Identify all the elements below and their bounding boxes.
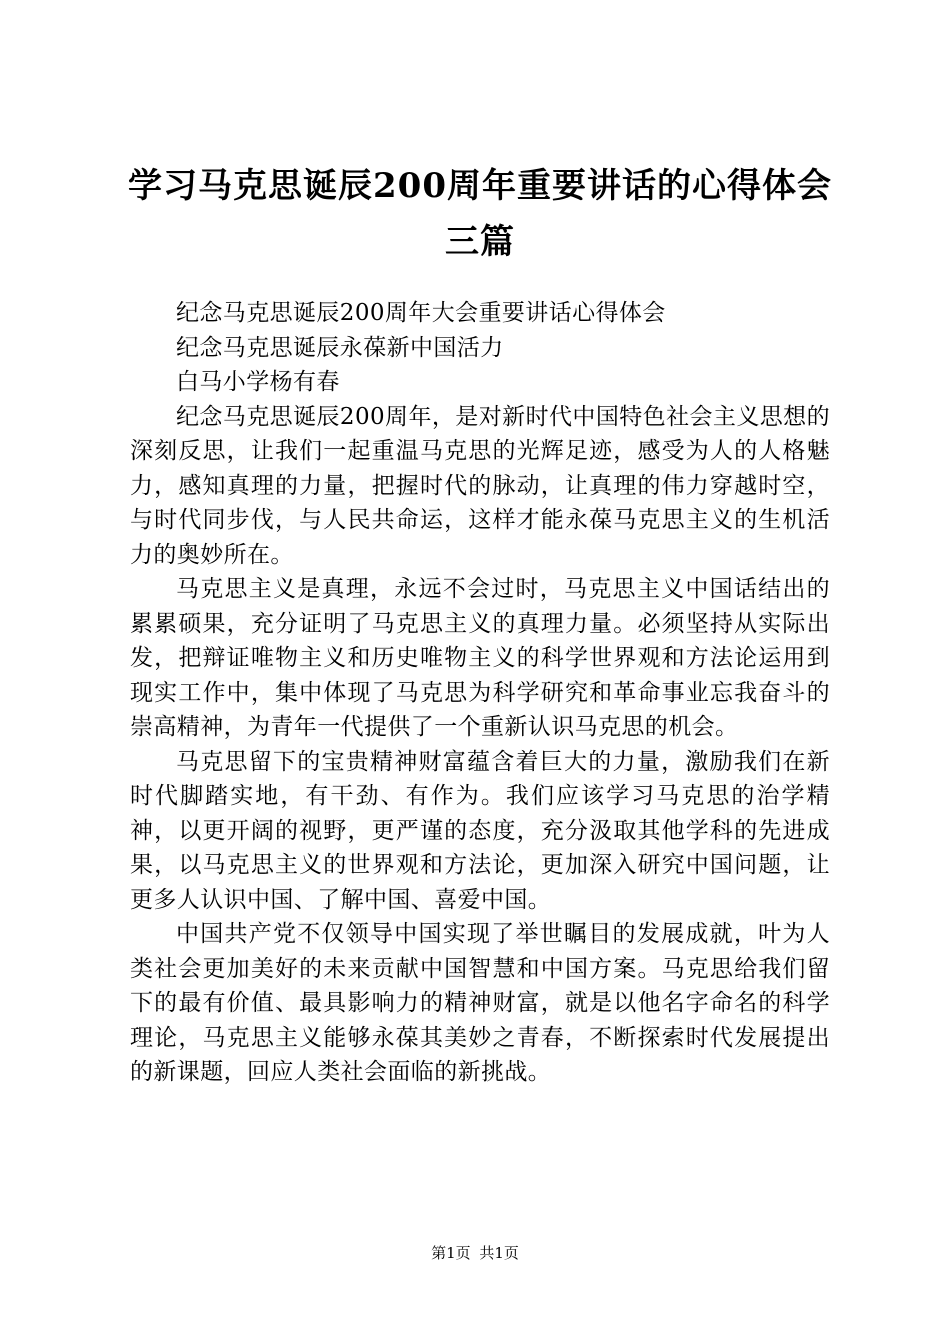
- paragraph-3: 马克思留下的宝贵精神财富蕴含着巨大的力量，激励我们在新时代脚踏实地，有干劲、有作为。我们应该学习马克思的治学精神，以更开阔的视野，更严谨的态度，充分汲取其他学科的先进成果，以马克思主义的世界观和方法论，更加深入研究中国问题，让更多人认识中国、了解中国、喜爱中国。: [130, 748, 830, 913]
- document-title: 学习马克思诞辰200周年重要讲话的心得体会三篇: [128, 166, 832, 262]
- page-number: 第1页: [431, 1244, 471, 1262]
- page-total: 共1页: [479, 1244, 519, 1262]
- paragraph-subtitle: 纪念马克思诞辰200周年大会重要讲话心得体会: [176, 300, 666, 326]
- document-body: [130, 296, 830, 1090]
- paragraph-2: 马克思主义是真理，永远不会过时，马克思主义中国话结出的累累硕果，充分证明了马克思主义的真理力量。必须坚持从实际出发，把辩证唯物主义和历史唯物主义的科学世界观和方法论运用到现实工作中，集中体现了马克思为科学研究和革命事业忘我奋斗的崇高精神，为青年一代提供了一个重新认识马克思的机会。: [130, 576, 830, 740]
- paragraph-4: 中国共产党不仅领导中国实现了举世瞩目的发展成就，叶为人类社会更加美好的未来贡献中国智慧和中国方案。马克思给我们留下的最有价值、最具影响力的精神财富，就是以他名字命名的科学理论，马克思主义能够永葆其美妙之青春，不断探索时代发展提出的新课题，回应人类社会面临的新挑战。: [130, 921, 830, 1085]
- paragraph-1: 纪念马克思诞辰200周年，是对新时代中国特色社会主义思想的深刻反思，让我们一起重温马克思的光辉足迹，感受为人的人格魅力，感知真理的力量，把握时代的脉动，让真理的伟力穿越时空，与时代同步伐，与人民共命运，这样才能永葆马克思主义的生机活力的奥妙所在。: [130, 403, 830, 568]
- page-footer: [0, 1243, 950, 1263]
- paragraph-author: 白马小学杨有春: [176, 369, 340, 395]
- paragraph-heading: 纪念马克思诞辰永葆新中国活力: [176, 334, 504, 361]
